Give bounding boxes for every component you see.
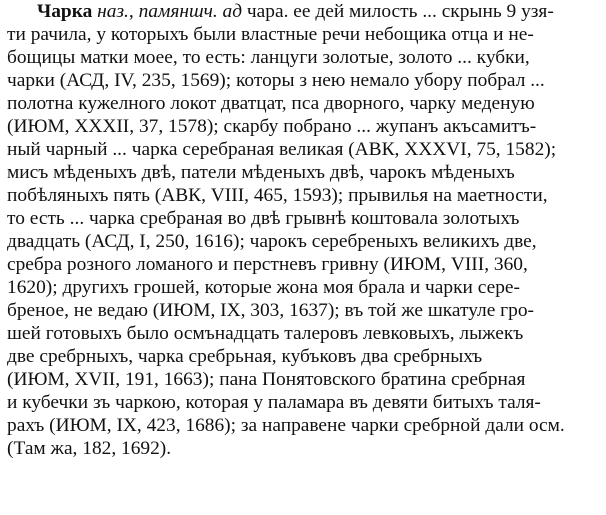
grammar-labels: наз., памяншч. ад [97, 1, 243, 22]
entry-line-7: ный чарный ... чарка серебраная великая (АВК, XXXVI, 75, 1582); [7, 139, 557, 160]
entry-line-20: (Там жа, 182, 1692). [7, 438, 172, 459]
entry-line-16: две сребрныхъ, чарка сребрьная, кубъковъ два сребрныхъ [7, 346, 483, 367]
entry-line-8: мисъ мѣденыхъ двѣ, патели мѣденыхъ двѣ, чарокъ мѣденыхъ [7, 162, 515, 183]
entry-line-15: шей готовыхъ было осмънадцать талеровъ левковыхъ, лыжекъ [7, 323, 524, 344]
entry-line-13: 1620); другихъ грошей, которые жона моя брала и чарки сере- [7, 277, 520, 298]
entry-line-10: то есть ... чарка сребраная во двѣ грывнѣ коштовала золотыхъ [7, 208, 520, 229]
entry-line-6: (ИЮМ, XXXII, 37, 1578); скарбу побрано ... жупанъ акъсамитъ- [7, 116, 537, 137]
dictionary-entry [7, 0, 601, 515]
entry-line-12: сребра розного ломаного и перстневъ гривну (ИЮМ, VIII, 360, [7, 254, 528, 275]
entry-line-14: бреное, не ведаю (ИЮМ, IX, 303, 1637); въ той же шкатуле гро- [7, 300, 534, 321]
entry-line-18: и кубечки зъ чаркою, которая у паламара въ девяти битыхъ таля- [7, 392, 541, 413]
entry-line-19: рахъ (ИЮМ, IX, 423, 1686); за направене чарки сребрной дали осм. [7, 415, 565, 436]
entry-line-2: ти рачила, у которыхъ были властные речи небощика отца и не- [7, 24, 534, 45]
entry-line-5: полотна кужелного локот дватцат, пса дворного, чарку меденую [7, 93, 535, 114]
entry-line-9: побѣляныхъ пять (АВК, VIII, 465, 1593); прывилья на маетности, [7, 185, 548, 206]
entry-text: чара. ее дей милость ... скрынь 9 узя- [242, 1, 554, 22]
entry-line-1 [37, 0, 554, 23]
entry-line-4: чарки (АСД, IV, 235, 1569); которы з нею немало убору побрал ... [7, 70, 545, 91]
headword: Чарка [37, 1, 93, 22]
entry-line-11: двадцать (АСД, I, 250, 1616); чарокъ серебреныхъ великихъ две, [7, 231, 537, 252]
entry-line-17: (ИЮМ, XVII, 191, 1663); пана Понятовского братина сребрная [7, 369, 526, 390]
entry-line-3: бощицы матки моее, то есть: ланцуги золотые, золото ... кубки, [7, 47, 530, 68]
